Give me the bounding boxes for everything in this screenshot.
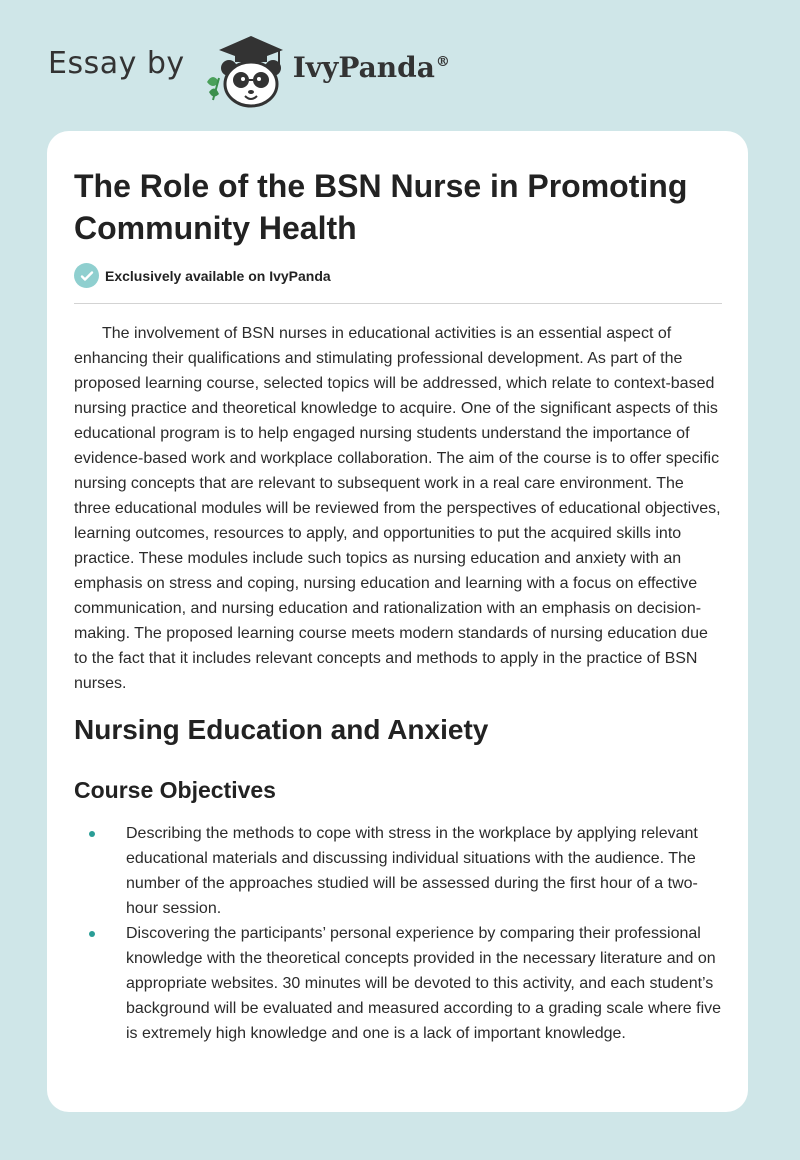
list-item	[74, 921, 722, 1046]
list-item	[74, 821, 722, 921]
panda-graduate-icon	[199, 30, 291, 110]
list-item-text: Describing the methods to cope with stress in the workplace by applying relevant educational materials and discussing individual situations with the audience. The number of the approaches studied will be assessed during the first hour of a two-hour session.	[126, 825, 698, 917]
subsection-heading: Course Objectives	[74, 777, 276, 803]
brand-prefix: Essay by	[48, 45, 185, 81]
brand-registered-mark: ®	[435, 54, 450, 71]
check-icon	[74, 263, 99, 288]
essay-card	[47, 131, 748, 1112]
brand-name	[293, 51, 450, 84]
intro-paragraph: The involvement of BSN nurses in educational activities is an essential aspect of enhancing their qualifications and stimulating professional development. As part of the proposed learning course, selected topics will be addressed, which relate to context-based nursing practice and theoretical knowledge to acquire. One of the significant aspects of this educational program is to help engaged nursing students understand the importance of evidence-based work and workplace collaboration. The aim of the course is to offer specific nursing concepts that are relevant to subsequent work in a real care environment. The three educational modules will be reviewed from the perspectives of educational objectives, learning outcomes, resources to apply, and opportunities to put the acquired skills into practice. These modules include such topics as nursing education and anxiety with an emphasis on stress and coping, nursing education and learning with a focus on effective communication, and nursing education and rationalization with an emphasis on decision-making. The proposed learning course meets modern standards of nursing education due to the fact that it includes relevant concepts and methods to apply in the practice of BSN nurses.	[74, 325, 721, 692]
brand-header[interactable]	[48, 30, 450, 110]
objectives-list	[74, 821, 722, 1046]
essay-title: The Role of the BSN Nurse in Promoting Community Health	[74, 168, 688, 246]
exclusive-label: Exclusively available on IvyPanda	[105, 267, 331, 284]
bullet-dot-icon	[89, 831, 95, 837]
divider	[74, 303, 722, 304]
brand-name-text: IvyPanda	[292, 50, 435, 84]
exclusive-notice	[74, 263, 331, 288]
section-heading: Nursing Education and Anxiety	[74, 714, 489, 745]
bullet-dot-icon	[89, 931, 95, 937]
list-item-text: Discovering the participants’ personal experience by comparing their professional knowledge with the theoretical concepts provided in the necessary literature and on appropriate websites. 30 minutes will be devoted to this activity, and each student’s background will be evaluated and measured according to a grading scale where five is extremely high knowledge and one is a lack of important knowledge.	[126, 925, 722, 1042]
